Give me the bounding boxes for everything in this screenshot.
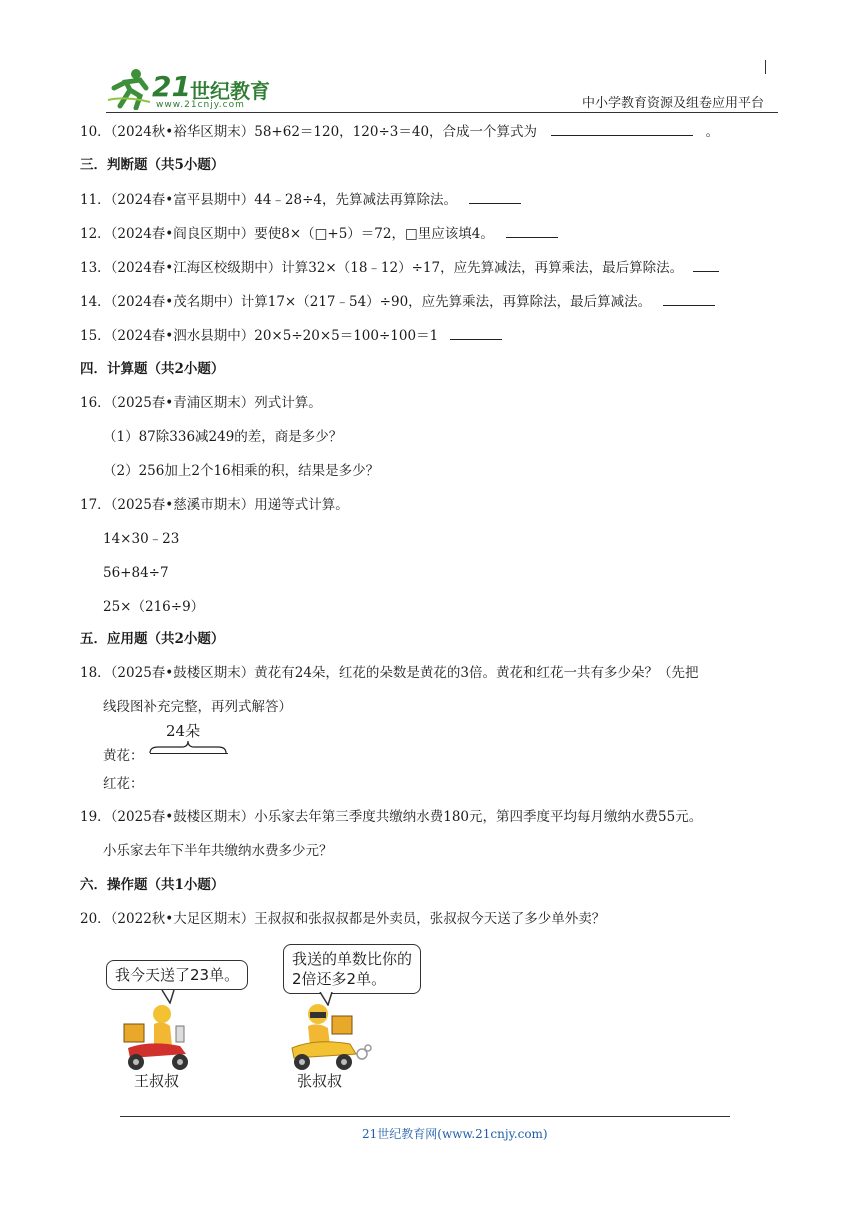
question-14: 14．（2024春•茂名期中）计算17×（217﹣54）÷90，应先算乘法，再算除法，最后算减法。 [80, 291, 715, 312]
logo-number: 21 [152, 70, 191, 103]
runner-logo-icon [106, 66, 156, 110]
platform-name: 中小学教育资源及组卷应用平台 [582, 96, 765, 111]
question-19-line-1: 19．（2025春•鼓楼区期末）小乐家去年第三季度共缴纳水费180元，第四季度平均每月缴纳水费55元。 [80, 809, 703, 825]
question-16-part-1: （1）87除336减249的差，商是多少？ [103, 429, 343, 445]
yellow-segment [150, 753, 228, 754]
speech-bubble-zhang: 我送的单数比你的 2倍还多2单。 [283, 944, 421, 994]
brace-icon [148, 740, 228, 754]
red-flower-label: 红花： [103, 776, 144, 792]
answer-blank-15[interactable] [450, 325, 502, 340]
question-15: 15．（2024春•泗水县期中）20×5÷20×5＝100÷100＝1 [80, 325, 502, 346]
question-12: 12．（2024春•阎良区期中）要使8×（□+5）＝72，□里应该填4。 [80, 223, 558, 244]
answer-blank-13[interactable] [693, 257, 719, 272]
question-18-line-1: 18．（2025春•鼓楼区期末）黄花有24朵，红花的朵数是黄花的3倍。黄花和红花一共有多少朵？（先把 [80, 665, 699, 681]
header-tick [765, 60, 766, 74]
header-rule [106, 112, 778, 113]
section-6-heading: 六．操作题（共1小题） [80, 877, 225, 893]
question-17-expr-3: 25×（216÷9） [103, 599, 205, 615]
logo-text: 世纪教育 [190, 79, 270, 103]
footer-rule [120, 1116, 730, 1117]
question-18-line-2: 线段图补充完整，再列式解答） [103, 699, 292, 715]
question-17-expr-1: 14×30﹣23 [103, 531, 180, 547]
question-20: 20．（2022秋•大足区期末）王叔叔和张叔叔都是外卖员，张叔叔今天送了多少单外卖？ [80, 911, 606, 927]
section-5-heading: 五．应用题（共2小题） [80, 631, 225, 647]
question-11: 11．（2024春•富平县期中）44﹣28÷4，先算减法再算除法。 [80, 189, 521, 210]
answer-blank-11[interactable] [469, 189, 521, 204]
section-4-heading: 四．计算题（共2小题） [80, 361, 225, 377]
answer-blank-12[interactable] [506, 223, 558, 238]
delivery-rider-zhang-icon [286, 1002, 372, 1072]
logo-url: www.21cnjy.com [156, 100, 245, 110]
question-13: 13．（2024春•江海区校级期中）计算32×（18﹣12）÷17，应先算减法，再算乘法，最后算除法。 [80, 257, 719, 278]
yellow-flower-label: 黄花： [103, 748, 144, 764]
caption-wang: 王叔叔 [134, 1072, 180, 1090]
question-16: 16．（2025春•青浦区期末）列式计算。 [80, 395, 322, 411]
delivery-rider-wang-icon [120, 1002, 200, 1072]
answer-blank-14[interactable] [663, 291, 715, 306]
footer-text: 21世纪教育网(www.21cnjy.com) [362, 1127, 548, 1141]
diagram-top-label: 24朵 [166, 722, 201, 740]
question-10: 10．（2024秋•裕华区期末）58+62＝120，120÷3＝40，合成一个算式为 。 [80, 121, 719, 142]
speech-bubble-wang: 我今天送了23单。 [106, 960, 248, 990]
question-16-part-2: （2）256加上2个16相乘的积，结果是多少？ [103, 463, 380, 479]
question-19-line-2: 小乐家去年下半年共缴纳水费多少元？ [103, 843, 333, 859]
caption-zhang: 张叔叔 [297, 1072, 343, 1090]
answer-blank-10[interactable] [551, 121, 693, 136]
section-3-heading: 三．判断题（共5小题） [80, 157, 225, 173]
segment-diagram [100, 720, 300, 790]
question-17: 17．（2025春•慈溪市期末）用递等式计算。 [80, 497, 349, 513]
header-logo [106, 66, 281, 112]
question-17-expr-2: 56+84÷7 [103, 565, 169, 581]
